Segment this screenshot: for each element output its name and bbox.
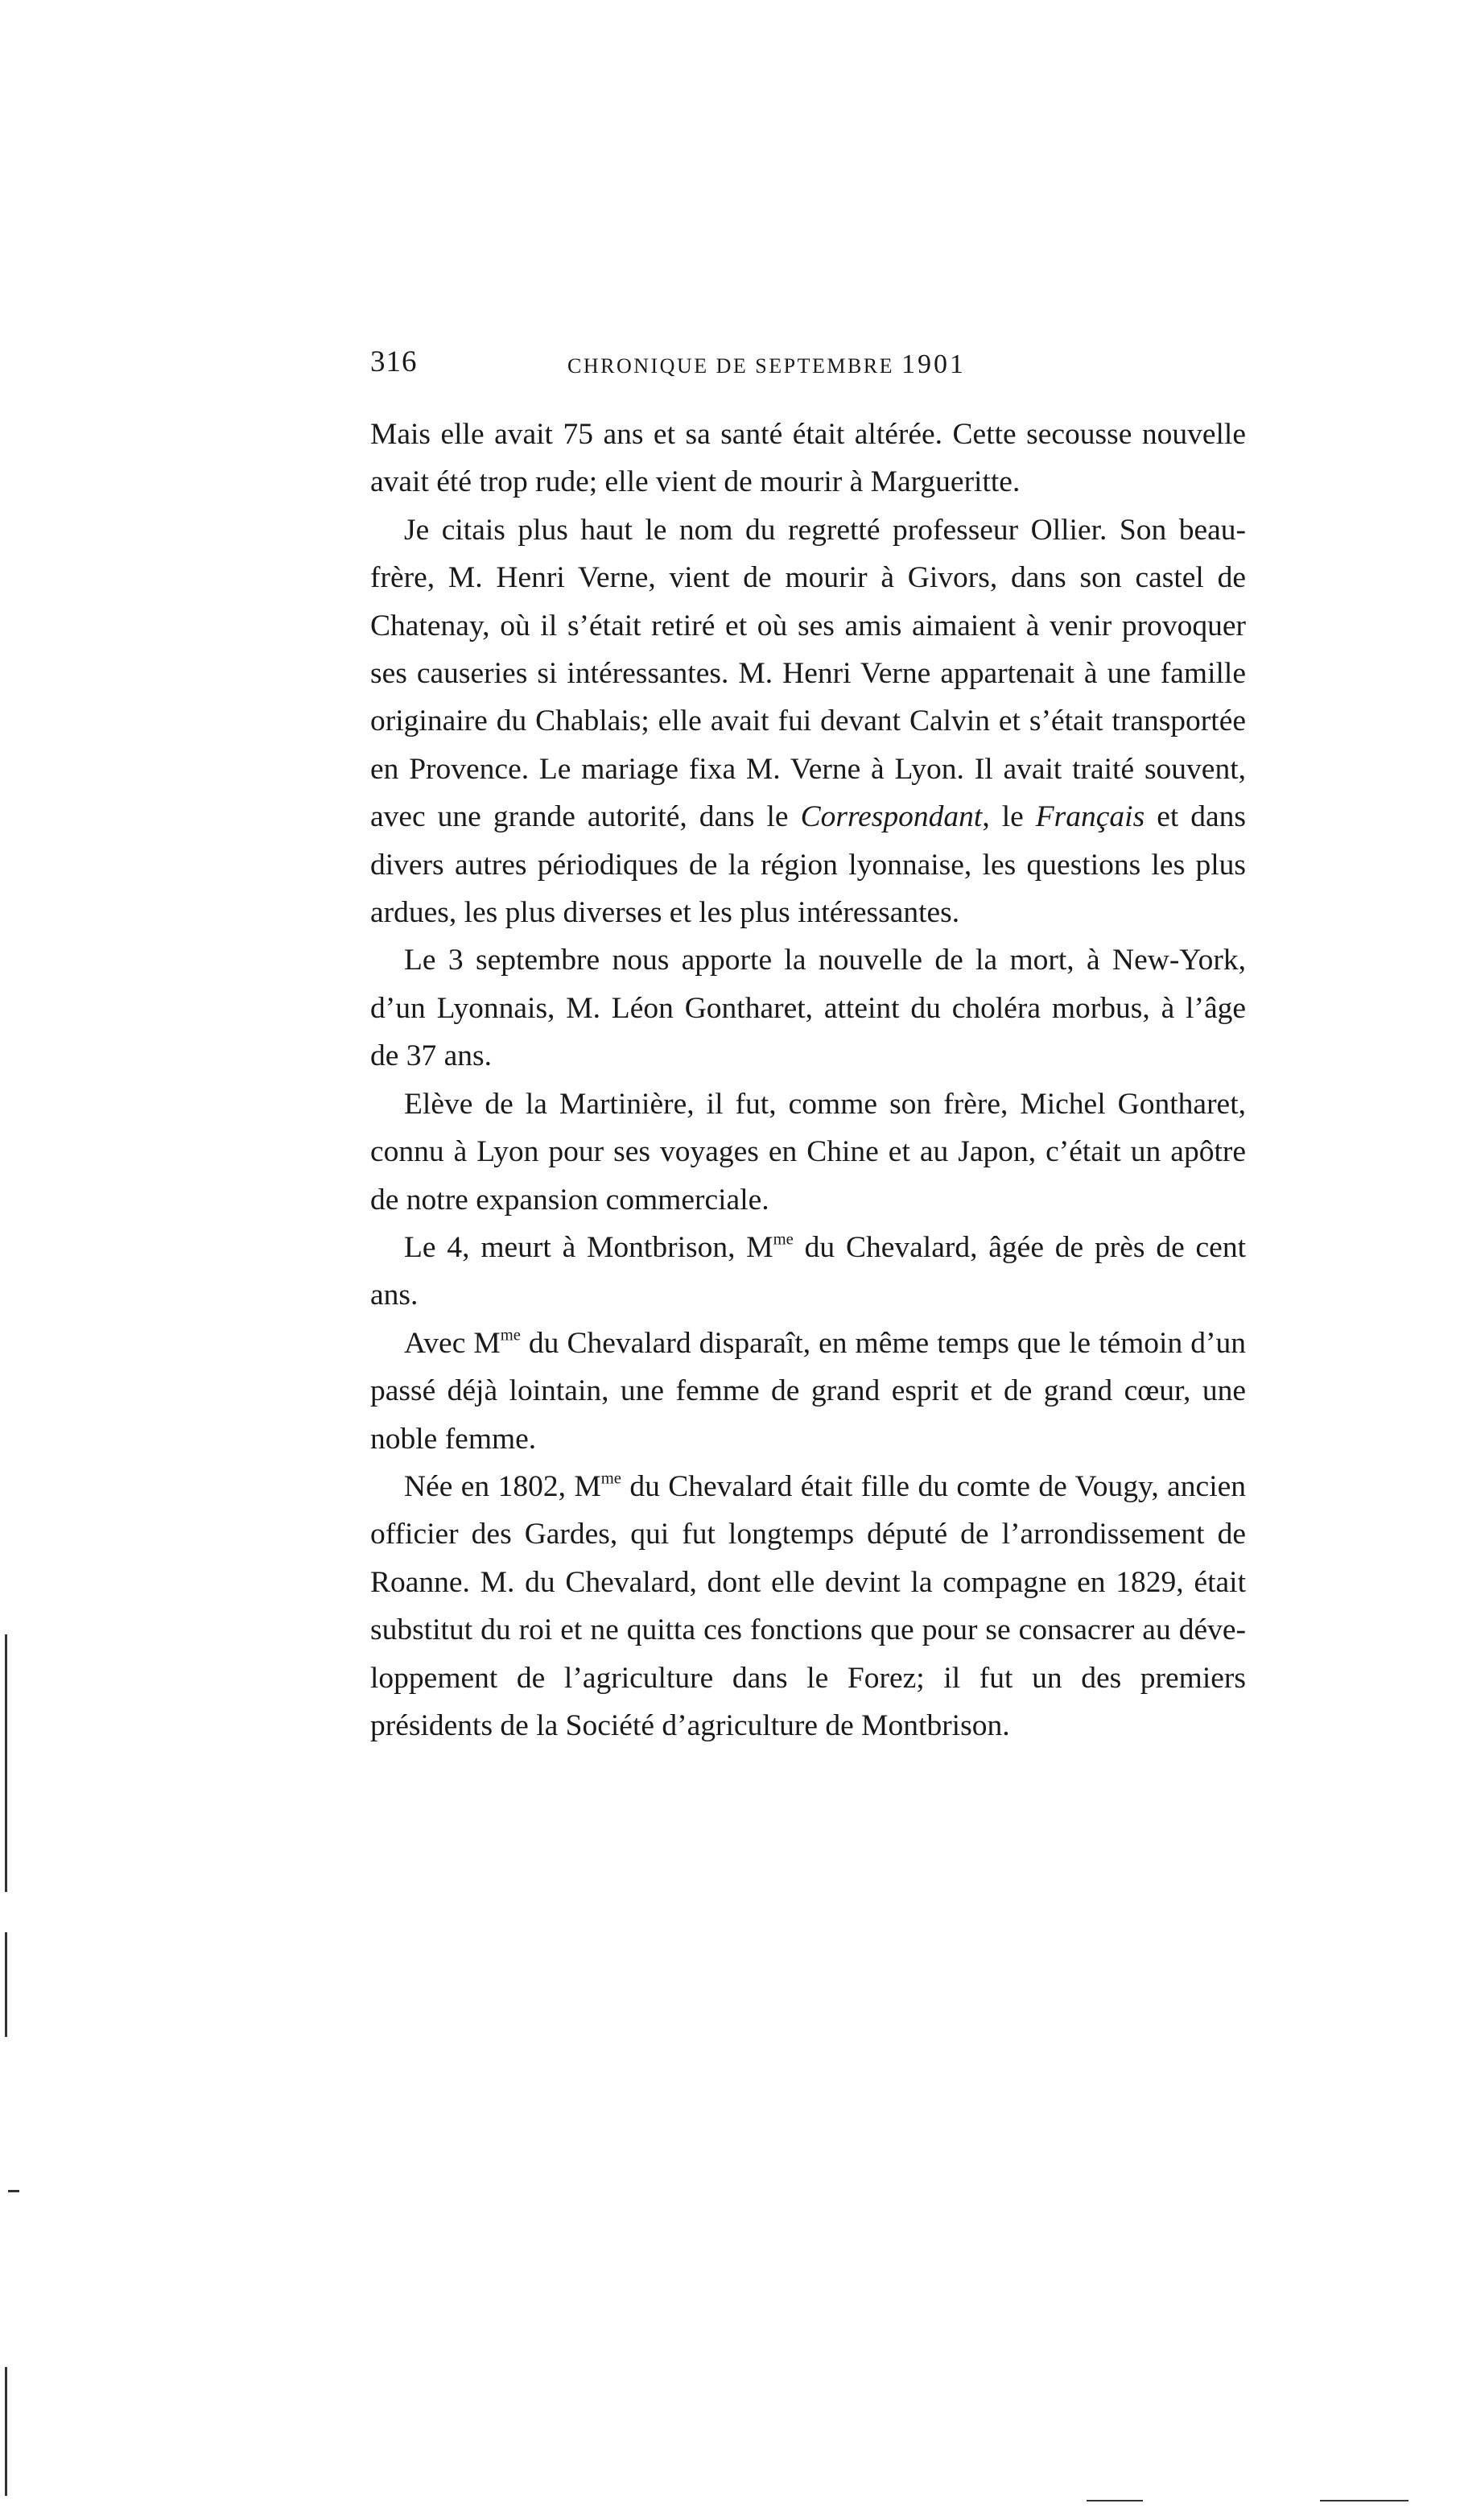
margin-mark [1087,2500,1143,2501]
paragraph [370,1224,1246,1320]
paragraph-text: Le 4, meurt à Montbrison, M [404,1230,773,1264]
publication-title: Français [1035,800,1145,834]
margin-mark [5,1932,7,2037]
running-header [370,345,1030,393]
margin-mark [5,2367,7,2496]
title-abbreviation: me [500,1326,521,1345]
title-abbreviation: me [600,1469,621,1488]
margin-mark [1320,2500,1408,2501]
paragraph: Mais elle avait 75 ans et sa santé était altérée. Cette secousse nouvelle avait été trop rude; elle vient de mourir à Margueritte. [370,418,1246,499]
page-number: 316 [370,345,418,378]
running-title-text: CHRONIQUE DE SEPTEMBRE [567,354,895,378]
margin-mark [8,2190,19,2192]
paragraph-text: du Chevalard disparaît, en même temps que le témoin d’un passé déjà lointain, une femme de grand esprit et de grand cœur, une noble femme. [370,1326,1246,1456]
title-abbreviation: me [773,1230,794,1249]
paragraph-text: et dans divers autres périodiques de la région lyonnaise, les questions les plus ardues, les plus diverses et les plus intéressantes. [370,800,1246,930]
publication-title: Correspondant [800,800,983,834]
running-title-year: 1901 [901,349,967,379]
body-text [370,411,1246,1750]
paragraph-text: , le [982,800,1036,834]
running-title [567,349,966,380]
paragraph-text: du Chevalard, âgée de près de cent ans. [370,1230,1246,1312]
paragraph [370,1320,1246,1463]
paragraph-text: du Chevalard était fille du comte de Vougy, ancien officier des Gardes, qui fut longtemps député de l’arrondissement de Roanne. M. du Chevalard, dont elle devint la compagne en 1829, était substitut du roi et ne quitta ces fonctions que pour se consacrer au développement de l’agriculture dans le Forez; il fut un des premiers présidents de la Société d’agriculture de Montbrison. [370,1469,1247,1742]
paragraph: Elève de la Martinière, il fut, comme son frère, Michel Gontharet, connu à Lyon pour ses voyages en Chine et au Japon, c’était un apôtre de notre expansion commerciale. [370,1087,1246,1217]
paragraph-text: Avec M [404,1326,501,1360]
margin-mark [5,1634,7,1892]
paragraph: Le 3 septembre nous apporte la nouvelle de la mort, à New-York, d’un Lyonnais, M. Léon Gontharet, atteint du choléra morbus, à l’âge de 37 ans. [370,944,1246,1073]
paragraph [370,1463,1246,1750]
paragraph-text: Je citais plus haut le nom du regretté professeur Ollier. Son beau-frère, M. Henri Verne, vient de mourir à Givors, dans son castel de Chatenay, où il s’était retiré et où ses amis aimaient à venir provoquer ses causeries si intéressantes. M. Henri Verne appartenait à une famille originaire du Chablais; elle avait fui devant Calvin et s’était transportée en Provence. Le mariage fixa M. Verne à Lyon. Il avait traité souvent, avec une grande autorité, dans le [370,513,1246,834]
paragraph [370,506,1246,937]
paragraph-text: Née en 1802, M [404,1469,601,1503]
